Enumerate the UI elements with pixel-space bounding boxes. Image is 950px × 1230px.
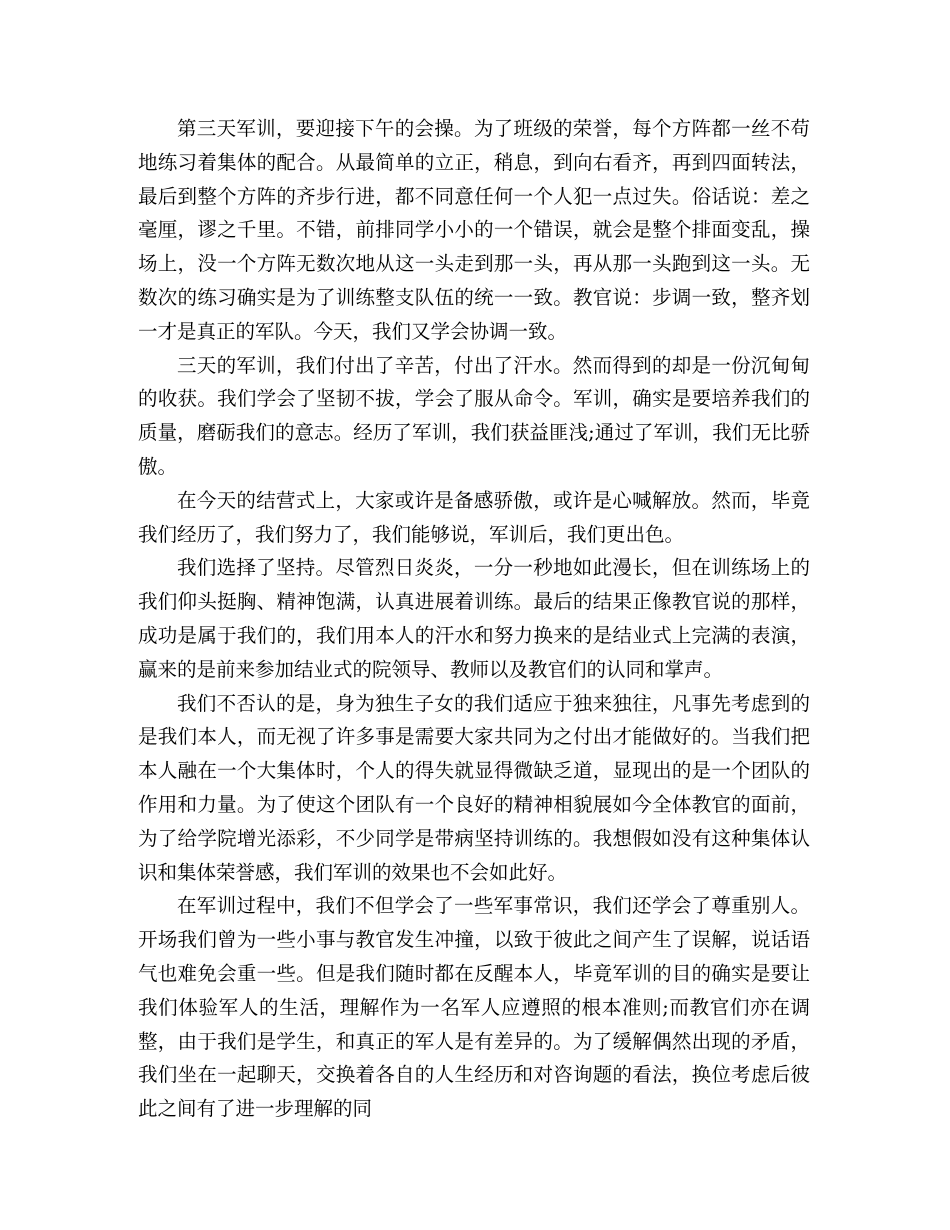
document-body: [138, 112, 810, 1126]
paragraph-6: 在军训过程中，我们不但学会了一些军事常识，我们还学会了尊重别人。开场我们曾为一些小事与教官发生冲撞，以致于彼此之间产生了误解，说话语气也难免会重一些。但是我们随时都在反醒本人，毕竟军训的目的确实是要让我们体验军人的生活，理解作为一名军人应遵照的根本准则;而教官们亦在调整，由于我们是学生，和真正的军人是有差异的。为了缓解偶然出现的矛盾，我们坐在一起聊天，交换着各自的人生经历和对咨询题的看法，换位考虑后彼此之间有了进一步理解的同: [138, 894, 810, 1121]
paragraph-3: 在今天的结营式上，大家或许是备感骄傲，或许是心喊解放。然而，毕竟我们经历了，我们努力了，我们能够说，军训后，我们更出色。: [138, 488, 810, 546]
paragraph-2: 三天的军训，我们付出了辛苦，付出了汗水。然而得到的却是一份沉甸甸的收获。我们学会了坚韧不拔，学会了服从命令。军训，确实是要培养我们的质量，磨砺我们的意志。经历了军训，我们获益匪浅;通过了军训，我们无比骄傲。: [138, 353, 810, 478]
paragraph-4: 我们选择了坚持。尽管烈日炎炎，一分一秒地如此漫长，但在训练场上的我们仰头挺胸、精神饱满，认真进展着训练。最后的结果正像教官说的那样，成功是属于我们的，我们用本人的汗水和努力换来的是结业式上完满的表演，赢来的是前来参加结业式的院领导、教师以及教官们的认同和掌声。: [138, 556, 810, 681]
paragraph-5: 我们不否认的是，身为独生子女的我们适应于独来独往，凡事先考虑到的是我们本人，而无视了许多事是需要大家共同为之付出才能做好的。当我们把本人融在一个大集体时，个人的得失就显得微缺乏道，显现出的是一个团队的作用和力量。为了使这个团队有一个良好的精神相貌展如今全体教官的面前，为了给学院增光添彩，不少同学是带病坚持训练的。我想假如没有这种集体认识和集体荣誉感，我们军训的效果也不会如此好。: [138, 691, 810, 884]
paragraph-1: 第三天军训，要迎接下午的会操。为了班级的荣誉，每个方阵都一丝不苟地练习着集体的配合。从最简单的立正，稍息，到向右看齐，再到四面转法，最后到整个方阵的齐步行进，都不同意任何一个人犯一点过失。俗话说：差之毫厘，谬之千里。不错，前排同学小小的一个错误，就会是整个排面变乱，操场上，没一个方阵无数次地从这一头走到那一头，再从那一头跑到这一头。无数次的练习确实是为了训练整支队伍的统一一致。教官说：步调一致，整齐划一才是真正的军队。今天，我们又学会协调一致。: [138, 117, 810, 343]
